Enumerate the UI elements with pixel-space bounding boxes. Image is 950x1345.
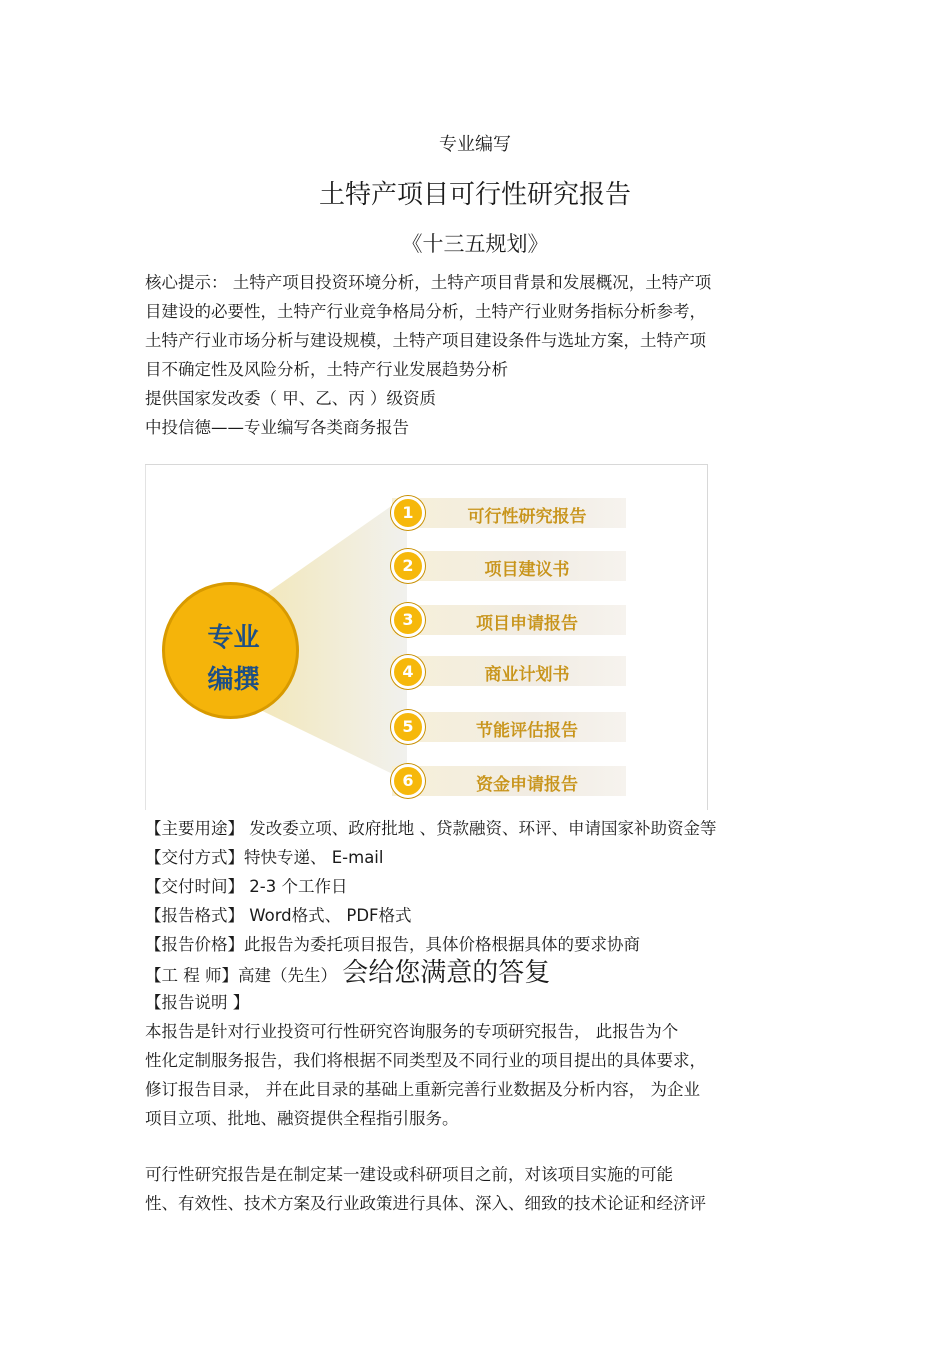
price-line: 【报告价格】此报告为委托项目报告，具体价格根据具体的要求协商 — [145, 935, 640, 954]
engineer-promise: 会给您满意的答复 — [342, 958, 551, 988]
intro-line: 核心提示： 土特产项目投资环境分析，土特产项目背景和发展概况，土特产项 — [145, 273, 712, 292]
format-line: 【报告格式】 Word格式、 PDF格式 — [145, 906, 412, 925]
number-badge: 3 — [391, 603, 425, 637]
services-diagram — [145, 464, 708, 810]
description-line: 本报告是针对行业投资可行性研究咨询服务的专项研究报告， 此报告为个 — [145, 1022, 679, 1041]
doc-subtitle: 专业编写 — [439, 134, 511, 155]
engineer-line — [145, 959, 550, 990]
service-label: 项目申请报告 — [476, 614, 578, 634]
service-label: 资金申请报告 — [476, 775, 578, 795]
service-label: 节能评估报告 — [476, 721, 578, 741]
service-label: 可行性研究报告 — [467, 507, 587, 527]
number-badge: 2 — [391, 549, 425, 583]
center-text-top: 专业 — [207, 623, 260, 653]
description-line: 性、有效性、技术方案及行业政策进行具体、深入、细致的技术论证和经济评 — [145, 1194, 706, 1213]
service-label: 项目建议书 — [484, 560, 570, 580]
number-badge: 4 — [391, 655, 425, 689]
intro-line: 土特产行业市场分析与建设规模，土特产项目建设条件与选址方案，土特产项 — [145, 331, 706, 350]
plan-label: 《十三五规划》 — [401, 232, 549, 256]
center-text-bottom: 编撰 — [207, 665, 260, 695]
intro-line: 目建设的必要性，土特产行业竞争格局分析，土特产行业财务指标分析参考， — [145, 302, 706, 321]
description-line: 修订报告目录， 并在此目录的基础上重新完善行业数据及分析内容， 为企业 — [145, 1080, 700, 1099]
number-badge: 5 — [391, 710, 425, 744]
intro-line: 目不确定性及风险分析，土特产行业发展趋势分析 — [145, 360, 508, 379]
qualification-line: 提供国家发改委（ 甲、乙、丙 ）级资质 — [145, 389, 436, 408]
time-line: 【交付时间】 2-3 个工作日 — [145, 877, 348, 896]
company-line: 中投信德——专业编写各类商务报告 — [145, 418, 409, 437]
description-line: 可行性研究报告是在制定某一建设或科研项目之前，对该项目实施的可能 — [145, 1165, 673, 1184]
center-badge — [162, 582, 299, 719]
number-badge: 6 — [391, 764, 425, 798]
number-badge: 1 — [391, 496, 425, 530]
service-label: 商业计划书 — [484, 665, 570, 685]
usage-line: 【主要用途】 发改委立项、政府批地 、贷款融资、环评、申请国家补助资金等 — [145, 819, 717, 838]
delivery-line: 【交付方式】特快专递、 E-mail — [145, 848, 384, 867]
engineer-label: 【工 程 师】高建（先生） — [145, 966, 337, 985]
note-heading: 【报告说明 】 — [145, 993, 250, 1012]
doc-title: 土特产项目可行性研究报告 — [318, 180, 631, 210]
description-line: 性化定制服务报告，我们将根据不同类型及不同行业的项目提出的具体要求， — [145, 1051, 706, 1070]
description-line: 项目立项、批地、融资提供全程指引服务。 — [145, 1109, 459, 1128]
